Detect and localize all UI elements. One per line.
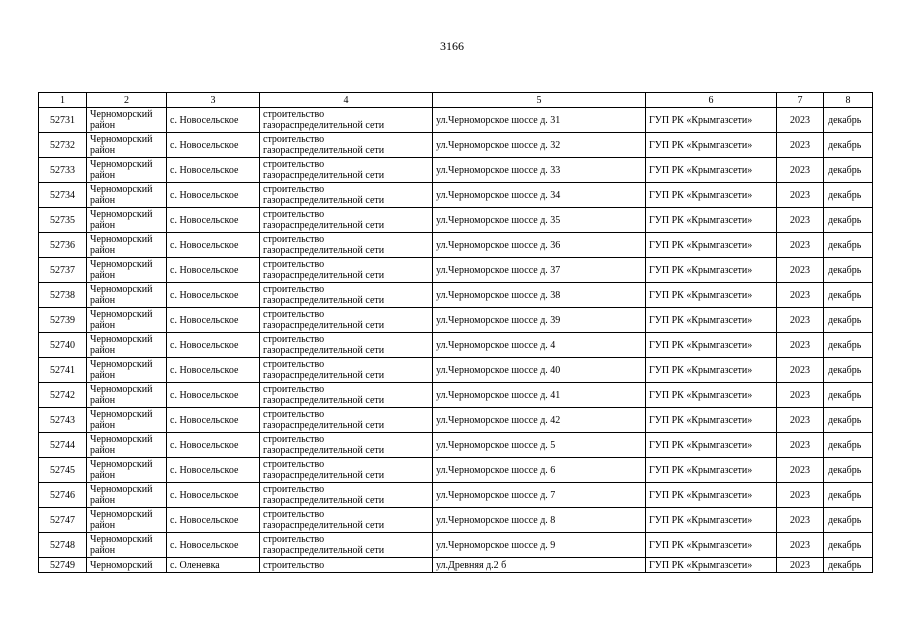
- column-header-6: 6: [646, 93, 777, 108]
- district-cell: Черноморский район: [87, 533, 167, 558]
- settlement-cell: с. Новосельское: [167, 333, 260, 358]
- column-header-7: 7: [777, 93, 824, 108]
- column-header-4: 4: [260, 93, 433, 108]
- table-row: [39, 558, 873, 573]
- organization-cell: ГУП РК «Крымгазсети»: [646, 483, 777, 508]
- month-cell: декабрь: [824, 333, 873, 358]
- month-cell: декабрь: [824, 358, 873, 383]
- month-cell: декабрь: [824, 133, 873, 158]
- row-number-cell: 52738: [39, 283, 87, 308]
- organization-cell: ГУП РК «Крымгазсети»: [646, 458, 777, 483]
- organization-cell: ГУП РК «Крымгазсети»: [646, 558, 777, 573]
- district-cell: Черноморский район: [87, 333, 167, 358]
- organization-cell: ГУП РК «Крымгазсети»: [646, 508, 777, 533]
- district-cell: Черноморский район: [87, 408, 167, 433]
- address-cell: ул.Черноморское шоссе д. 31: [433, 108, 646, 133]
- district-cell: Черноморский район: [87, 383, 167, 408]
- district-cell: Черноморский: [87, 558, 167, 573]
- month-cell: декабрь: [824, 158, 873, 183]
- column-header-2: 2: [87, 93, 167, 108]
- row-number-cell: 52732: [39, 133, 87, 158]
- row-number-cell: 52736: [39, 233, 87, 258]
- month-cell: декабрь: [824, 233, 873, 258]
- settlement-cell: с. Новосельское: [167, 158, 260, 183]
- address-cell: ул.Черноморское шоссе д. 40: [433, 358, 646, 383]
- column-header-1: 1: [39, 93, 87, 108]
- work-type-cell: строительство газораспределительной сети: [260, 458, 433, 483]
- month-cell: декабрь: [824, 208, 873, 233]
- table-row: [39, 358, 873, 383]
- settlement-cell: с. Новосельское: [167, 408, 260, 433]
- settlement-cell: с. Новосельское: [167, 208, 260, 233]
- work-type-cell: строительство газораспределительной сети: [260, 283, 433, 308]
- district-cell: Черноморский район: [87, 358, 167, 383]
- header-row: [39, 93, 873, 108]
- table-body: [39, 108, 873, 573]
- row-number-cell: 52746: [39, 483, 87, 508]
- settlement-cell: с. Новосельское: [167, 483, 260, 508]
- address-cell: ул.Черноморское шоссе д. 5: [433, 433, 646, 458]
- district-cell: Черноморский район: [87, 308, 167, 333]
- row-number-cell: 52749: [39, 558, 87, 573]
- settlement-cell: с. Новосельское: [167, 258, 260, 283]
- address-cell: ул.Черноморское шоссе д. 39: [433, 308, 646, 333]
- month-cell: декабрь: [824, 283, 873, 308]
- row-number-cell: 52748: [39, 533, 87, 558]
- work-type-cell: строительство газораспределительной сети: [260, 333, 433, 358]
- district-cell: Черноморский район: [87, 508, 167, 533]
- table-row: [39, 183, 873, 208]
- address-cell: ул.Черноморское шоссе д. 36: [433, 233, 646, 258]
- table-row: [39, 258, 873, 283]
- year-cell: 2023: [777, 508, 824, 533]
- work-type-cell: строительство газораспределительной сети: [260, 258, 433, 283]
- district-cell: Черноморский район: [87, 258, 167, 283]
- address-cell: ул.Черноморское шоссе д. 34: [433, 183, 646, 208]
- work-type-cell: строительство газораспределительной сети: [260, 533, 433, 558]
- settlement-cell: с. Оленевка: [167, 558, 260, 573]
- work-type-cell: строительство газораспределительной сети: [260, 183, 433, 208]
- work-type-cell: строительство газораспределительной сети: [260, 208, 433, 233]
- address-cell: ул.Черноморское шоссе д. 41: [433, 383, 646, 408]
- month-cell: декабрь: [824, 483, 873, 508]
- year-cell: 2023: [777, 358, 824, 383]
- row-number-cell: 52741: [39, 358, 87, 383]
- year-cell: 2023: [777, 258, 824, 283]
- table-row: [39, 408, 873, 433]
- month-cell: декабрь: [824, 183, 873, 208]
- work-type-cell: строительство газораспределительной сети: [260, 483, 433, 508]
- row-number-cell: 52747: [39, 508, 87, 533]
- settlement-cell: с. Новосельское: [167, 233, 260, 258]
- month-cell: декабрь: [824, 408, 873, 433]
- year-cell: 2023: [777, 108, 824, 133]
- work-type-cell: строительство: [260, 558, 433, 573]
- organization-cell: ГУП РК «Крымгазсети»: [646, 358, 777, 383]
- work-type-cell: строительство газораспределительной сети: [260, 358, 433, 383]
- month-cell: декабрь: [824, 558, 873, 573]
- year-cell: 2023: [777, 533, 824, 558]
- organization-cell: ГУП РК «Крымгазсети»: [646, 383, 777, 408]
- table-row: [39, 283, 873, 308]
- district-cell: Черноморский район: [87, 208, 167, 233]
- table-row: [39, 233, 873, 258]
- data-table: [38, 92, 873, 573]
- month-cell: декабрь: [824, 533, 873, 558]
- district-cell: Черноморский район: [87, 108, 167, 133]
- settlement-cell: с. Новосельское: [167, 283, 260, 308]
- address-cell: ул.Черноморское шоссе д. 37: [433, 258, 646, 283]
- year-cell: 2023: [777, 233, 824, 258]
- district-cell: Черноморский район: [87, 433, 167, 458]
- table-row: [39, 383, 873, 408]
- address-cell: ул.Черноморское шоссе д. 32: [433, 133, 646, 158]
- district-cell: Черноморский район: [87, 233, 167, 258]
- column-header-8: 8: [824, 93, 873, 108]
- work-type-cell: строительство газораспределительной сети: [260, 108, 433, 133]
- district-cell: Черноморский район: [87, 283, 167, 308]
- district-cell: Черноморский район: [87, 158, 167, 183]
- organization-cell: ГУП РК «Крымгазсети»: [646, 258, 777, 283]
- year-cell: 2023: [777, 433, 824, 458]
- settlement-cell: с. Новосельское: [167, 458, 260, 483]
- column-header-3: 3: [167, 93, 260, 108]
- month-cell: декабрь: [824, 458, 873, 483]
- year-cell: 2023: [777, 208, 824, 233]
- settlement-cell: с. Новосельское: [167, 533, 260, 558]
- month-cell: декабрь: [824, 108, 873, 133]
- organization-cell: ГУП РК «Крымгазсети»: [646, 108, 777, 133]
- month-cell: декабрь: [824, 308, 873, 333]
- address-cell: ул.Черноморское шоссе д. 6: [433, 458, 646, 483]
- address-cell: ул.Черноморское шоссе д. 38: [433, 283, 646, 308]
- organization-cell: ГУП РК «Крымгазсети»: [646, 183, 777, 208]
- organization-cell: ГУП РК «Крымгазсети»: [646, 233, 777, 258]
- table-row: [39, 158, 873, 183]
- settlement-cell: с. Новосельское: [167, 508, 260, 533]
- address-cell: ул.Черноморское шоссе д. 33: [433, 158, 646, 183]
- address-cell: ул.Черноморское шоссе д. 9: [433, 533, 646, 558]
- table-row: [39, 433, 873, 458]
- month-cell: декабрь: [824, 258, 873, 283]
- organization-cell: ГУП РК «Крымгазсети»: [646, 158, 777, 183]
- address-cell: ул.Древняя д.2 б: [433, 558, 646, 573]
- organization-cell: ГУП РК «Крымгазсети»: [646, 433, 777, 458]
- table-row: [39, 133, 873, 158]
- work-type-cell: строительство газораспределительной сети: [260, 508, 433, 533]
- row-number-cell: 52735: [39, 208, 87, 233]
- month-cell: декабрь: [824, 433, 873, 458]
- row-number-cell: 52737: [39, 258, 87, 283]
- work-type-cell: строительство газораспределительной сети: [260, 233, 433, 258]
- month-cell: декабрь: [824, 508, 873, 533]
- year-cell: 2023: [777, 158, 824, 183]
- settlement-cell: с. Новосельское: [167, 183, 260, 208]
- row-number-cell: 52733: [39, 158, 87, 183]
- year-cell: 2023: [777, 408, 824, 433]
- page-number: 3166: [440, 39, 464, 53]
- settlement-cell: с. Новосельское: [167, 358, 260, 383]
- organization-cell: ГУП РК «Крымгазсети»: [646, 208, 777, 233]
- row-number-cell: 52745: [39, 458, 87, 483]
- organization-cell: ГУП РК «Крымгазсети»: [646, 133, 777, 158]
- table-row: [39, 533, 873, 558]
- column-header-5: 5: [433, 93, 646, 108]
- organization-cell: ГУП РК «Крымгазсети»: [646, 308, 777, 333]
- row-number-cell: 52744: [39, 433, 87, 458]
- year-cell: 2023: [777, 458, 824, 483]
- row-number-cell: 52743: [39, 408, 87, 433]
- organization-cell: ГУП РК «Крымгазсети»: [646, 283, 777, 308]
- address-cell: ул.Черноморское шоссе д. 42: [433, 408, 646, 433]
- district-cell: Черноморский район: [87, 133, 167, 158]
- row-number-cell: 52731: [39, 108, 87, 133]
- table-row: [39, 458, 873, 483]
- month-cell: декабрь: [824, 383, 873, 408]
- table-row: [39, 333, 873, 358]
- organization-cell: ГУП РК «Крымгазсети»: [646, 333, 777, 358]
- work-type-cell: строительство газораспределительной сети: [260, 308, 433, 333]
- address-cell: ул.Черноморское шоссе д. 8: [433, 508, 646, 533]
- settlement-cell: с. Новосельское: [167, 383, 260, 408]
- work-type-cell: строительство газораспределительной сети: [260, 158, 433, 183]
- year-cell: 2023: [777, 133, 824, 158]
- organization-cell: ГУП РК «Крымгазсети»: [646, 533, 777, 558]
- row-number-cell: 52740: [39, 333, 87, 358]
- table-row: [39, 483, 873, 508]
- settlement-cell: с. Новосельское: [167, 108, 260, 133]
- address-cell: ул.Черноморское шоссе д. 35: [433, 208, 646, 233]
- row-number-cell: 52742: [39, 383, 87, 408]
- address-cell: ул.Черноморское шоссе д. 4: [433, 333, 646, 358]
- work-type-cell: строительство газораспределительной сети: [260, 433, 433, 458]
- table-row: [39, 208, 873, 233]
- settlement-cell: с. Новосельское: [167, 133, 260, 158]
- table-row: [39, 108, 873, 133]
- table-row: [39, 508, 873, 533]
- settlement-cell: с. Новосельское: [167, 308, 260, 333]
- work-type-cell: строительство газораспределительной сети: [260, 383, 433, 408]
- year-cell: 2023: [777, 308, 824, 333]
- year-cell: 2023: [777, 483, 824, 508]
- district-cell: Черноморский район: [87, 483, 167, 508]
- organization-cell: ГУП РК «Крымгазсети»: [646, 408, 777, 433]
- year-cell: 2023: [777, 558, 824, 573]
- work-type-cell: строительство газораспределительной сети: [260, 408, 433, 433]
- year-cell: 2023: [777, 183, 824, 208]
- row-number-cell: 52734: [39, 183, 87, 208]
- district-cell: Черноморский район: [87, 183, 167, 208]
- year-cell: 2023: [777, 333, 824, 358]
- address-cell: ул.Черноморское шоссе д. 7: [433, 483, 646, 508]
- settlement-cell: с. Новосельское: [167, 433, 260, 458]
- year-cell: 2023: [777, 383, 824, 408]
- district-cell: Черноморский район: [87, 458, 167, 483]
- year-cell: 2023: [777, 283, 824, 308]
- table-row: [39, 308, 873, 333]
- row-number-cell: 52739: [39, 308, 87, 333]
- work-type-cell: строительство газораспределительной сети: [260, 133, 433, 158]
